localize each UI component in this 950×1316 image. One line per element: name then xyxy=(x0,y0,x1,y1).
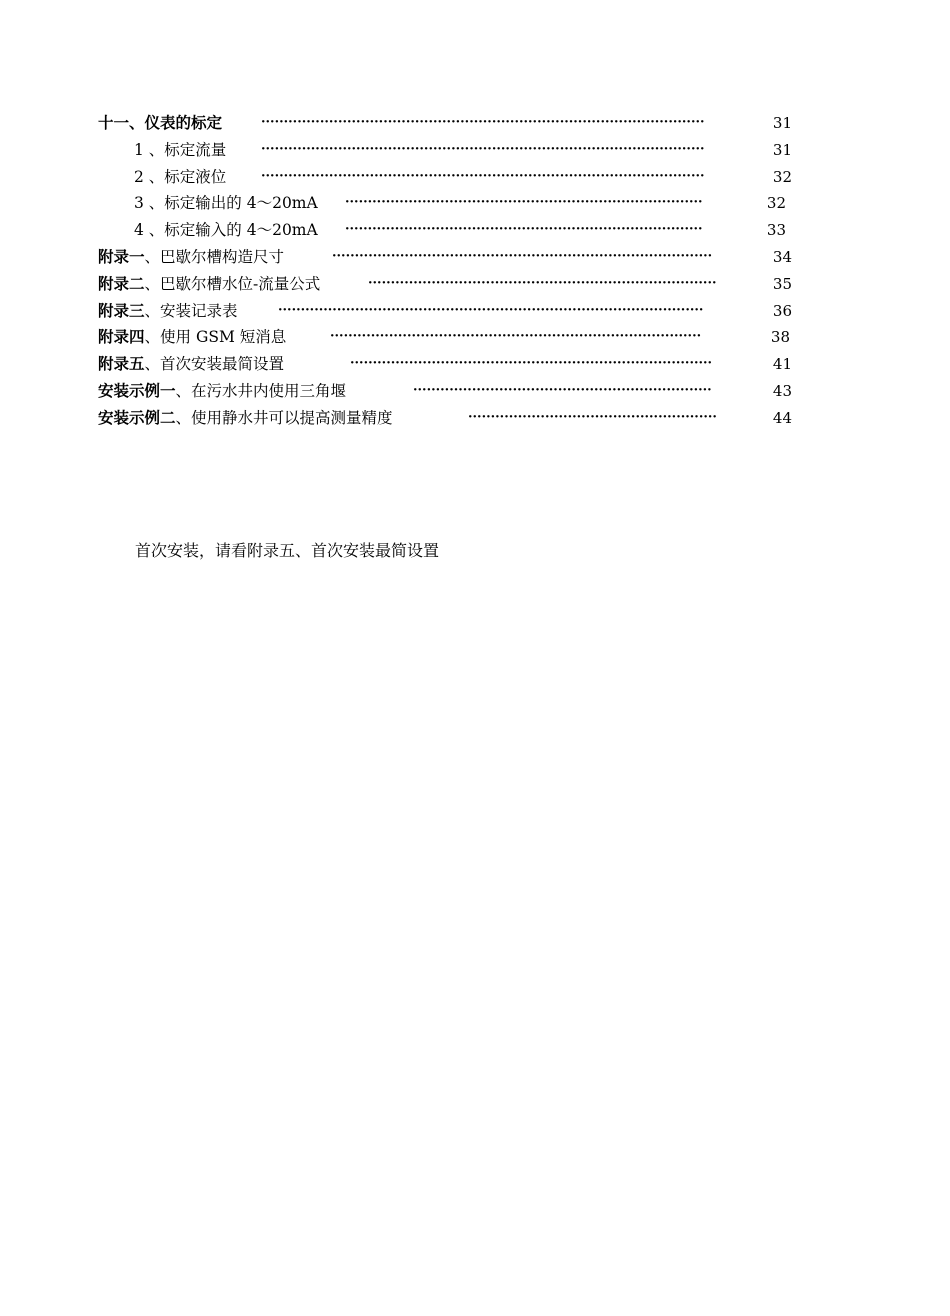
toc-entry-page: 43 xyxy=(772,381,792,400)
toc-entry[interactable] xyxy=(98,378,792,405)
toc-entry[interactable] xyxy=(98,405,792,432)
toc-entry[interactable] xyxy=(98,110,792,137)
toc-entry-title: 、首次安装最简设置 xyxy=(144,355,285,374)
toc-entry-page: 38 xyxy=(770,328,790,347)
toc-dot-leader: ············································································· xyxy=(368,275,717,291)
toc-entry[interactable] xyxy=(98,324,792,351)
toc-entry[interactable] xyxy=(98,190,792,217)
toc-entry-title: 3 、标定输出的 4～20mA xyxy=(134,194,318,213)
toc-entry-title: 、使用 GSM 短消息 xyxy=(144,328,287,347)
toc-entry-page: 33 xyxy=(766,221,786,240)
toc-dot-leader: ··············································································· xyxy=(345,222,703,238)
toc-entry-page: 32 xyxy=(766,194,786,213)
toc-entry-title: 、在污水井内使用三角堰 xyxy=(175,381,347,400)
toc-entry-label xyxy=(134,164,226,191)
toc-dot-leader: ······················································· xyxy=(468,409,717,425)
toc-dot-leader: ·················································································· xyxy=(330,329,702,345)
toc-entry-page: 31 xyxy=(772,140,792,159)
toc-entry-page: 36 xyxy=(772,301,792,320)
toc-entry-page: 35 xyxy=(772,274,792,293)
toc-entry-title: 、使用静水井可以提高测量精度 xyxy=(175,408,393,427)
toc-entry-title: 1 、标定流量 xyxy=(134,140,227,159)
toc-dot-leader: ··············································································· xyxy=(345,195,703,211)
toc-entry-heading: 附录一 xyxy=(98,246,145,266)
toc-entry-title: 、巴歇尔槽水位-流量公式 xyxy=(144,274,321,293)
toc-dot-leader: ···················································································· xyxy=(332,248,713,264)
toc-entry-label xyxy=(98,244,284,271)
toc-entry-page: 44 xyxy=(772,408,792,427)
toc-entry-title: 、安装记录表 xyxy=(144,301,238,320)
toc-entry-label xyxy=(98,298,238,325)
toc-entry-label xyxy=(98,351,284,378)
toc-entry-page: 34 xyxy=(772,247,792,266)
toc-entry-heading: 附录五 xyxy=(98,354,145,374)
toc-entry-label xyxy=(134,137,226,164)
toc-entry-heading: 十一、仪表的标定 xyxy=(98,113,223,132)
toc-entry[interactable] xyxy=(98,351,792,378)
toc-entry-page: 41 xyxy=(772,355,792,374)
toc-entry-label xyxy=(134,217,318,244)
toc-entry-page: 32 xyxy=(772,167,792,186)
toc-entry-title: 4 、标定输入的 4～20mA xyxy=(134,221,318,240)
toc-entry[interactable] xyxy=(98,217,792,244)
toc-dot-leader: ·································································································· xyxy=(261,168,705,184)
installation-note: 首次安装，请看附录五、首次安装最简设置 xyxy=(135,541,440,560)
toc-entry-label xyxy=(98,324,286,351)
toc-entry-heading: 安装示例二 xyxy=(98,407,176,427)
toc-entry-heading: 附录三 xyxy=(98,300,145,320)
toc-dot-leader: ·································································································· xyxy=(261,115,705,130)
toc-dot-leader: ················································································ xyxy=(350,356,713,372)
toc-entry[interactable] xyxy=(98,164,792,191)
toc-entry-heading: 附录四 xyxy=(98,327,145,347)
toc-entry[interactable] xyxy=(98,271,792,298)
toc-entry-heading: 附录二 xyxy=(98,273,145,293)
toc-entry-title: 、巴歇尔槽构造尺寸 xyxy=(144,247,285,266)
toc-entry-label xyxy=(98,378,346,405)
toc-entry-heading: 安装示例一 xyxy=(98,380,176,400)
toc-entry-label xyxy=(134,190,318,217)
toc-entry-title: 2 、标定液位 xyxy=(134,167,227,186)
toc-dot-leader: ·································································································· xyxy=(261,141,705,157)
toc-entry[interactable] xyxy=(98,244,792,271)
toc-entry-label xyxy=(98,405,393,432)
table-of-contents xyxy=(98,110,792,432)
toc-entry[interactable] xyxy=(98,298,792,325)
toc-dot-leader: ·································································· xyxy=(413,382,712,398)
toc-entry-page: 31 xyxy=(772,114,792,132)
toc-entry-label xyxy=(98,110,222,137)
toc-dot-leader: ······························································································ xyxy=(278,302,704,318)
toc-entry-label xyxy=(98,271,320,298)
toc-entry[interactable] xyxy=(98,137,792,164)
